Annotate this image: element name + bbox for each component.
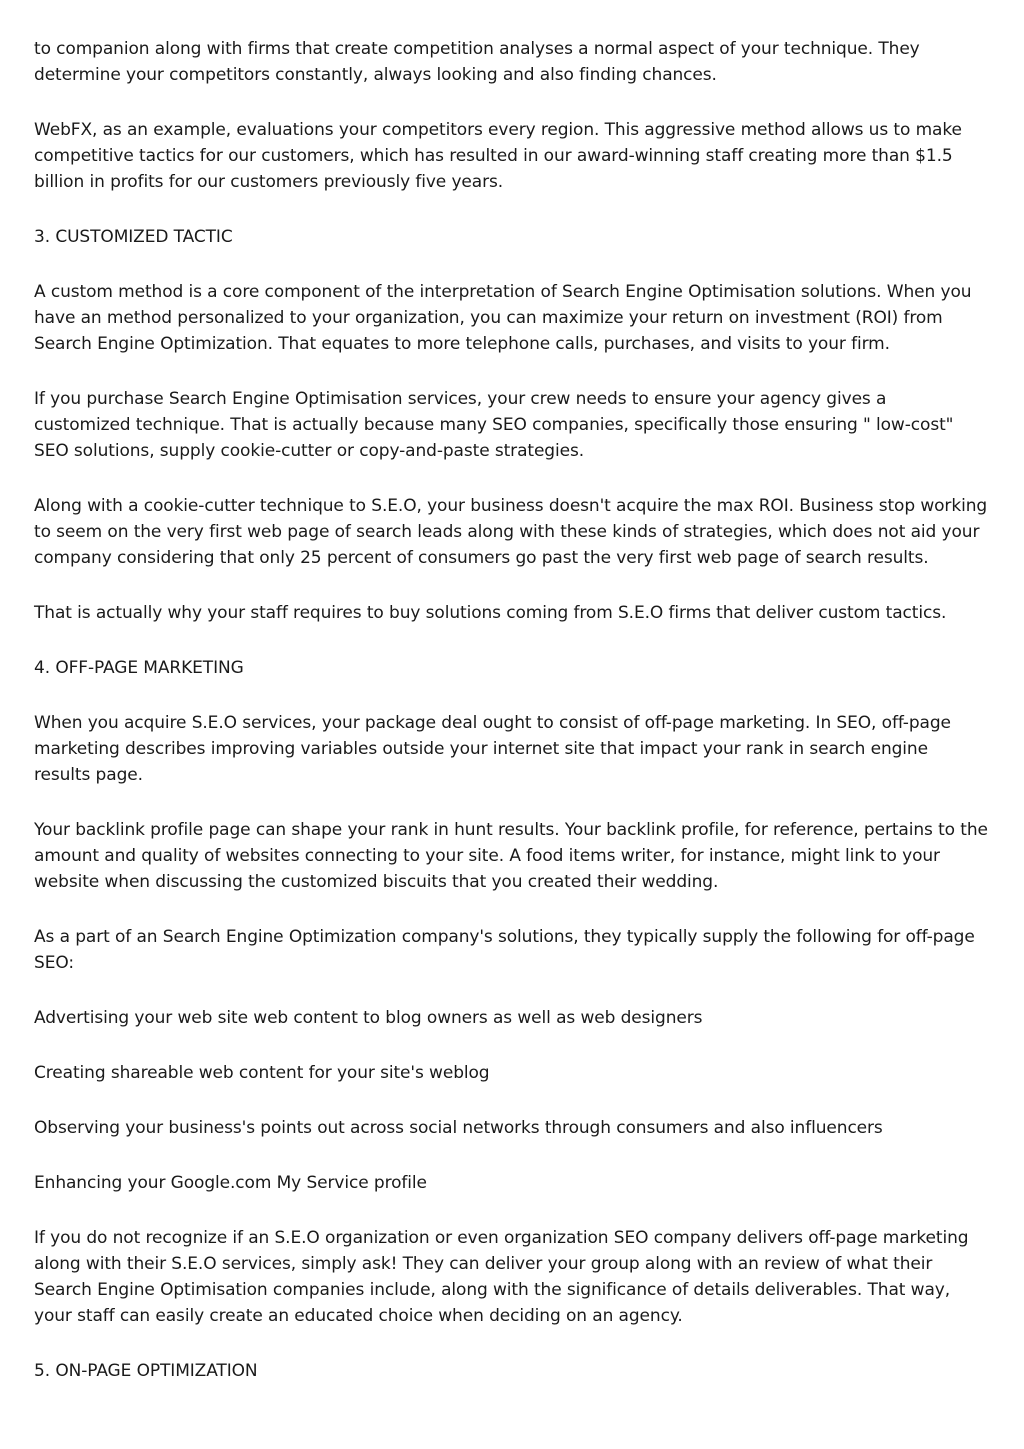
list-item-shareable-content: Creating shareable web content for your site's weblog [34, 1063, 490, 1083]
paragraph-custom-method: A custom method is a core component of the interpretation of Search Engine Optimisation solutions. When you have an method personalized to your organization, you can maximize your return on investment (ROI) from Search Engine Optimization. That equates to more telephone calls, purchases, and visits to your firm. [34, 282, 972, 354]
section-heading-on-page-optimization: 5. ON-PAGE OPTIMIZATION [34, 1361, 258, 1381]
paragraph-off-page-list-intro: As a part of an Search Engine Optimization company's solutions, they typically supply the following for off-page SEO: [34, 927, 975, 973]
paragraph-purchase-seo-services: If you purchase Search Engine Optimisation services, your crew needs to ensure your agency gives a customized technique. That is actually because many SEO companies, specifically those ensuring " low-cost" SEO solutions, supply cookie-cutter or copy-and-paste strategies. [34, 389, 954, 461]
paragraph-webfx-example: WebFX, as an example, evaluations your competitors every region. This aggressive method allows us to make competitive tactics for our customers, which has resulted in our award-winning staff creating more than $1.5 billion in profits for our customers previously five years. [34, 120, 962, 192]
paragraph-ask-agency: If you do not recognize if an S.E.O organization or even organization SEO company delivers off-page marketing along with their S.E.O services, simply ask! They can deliver your group along with an review of what their Search Engine Optimisation companies include, along with the significance of details deliverables. That way, your staff can easily create an educated choice when deciding on an agency. [34, 1228, 969, 1326]
paragraph-competitor-analysis-intro: to companion along with firms that create competition analyses a normal aspect of your technique. They determine your competitors constantly, always looking and also finding chances. [34, 39, 920, 85]
section-heading-customized-tactic: 3. CUSTOMIZED TACTIC [34, 227, 233, 247]
section-heading-off-page-marketing: 4. OFF-PAGE MARKETING [34, 658, 244, 678]
list-item-google-profile: Enhancing your Google.com My Service profile [34, 1173, 427, 1193]
list-item-social-mentions: Observing your business's points out across social networks through consumers and also influencers [34, 1118, 883, 1138]
paragraph-custom-tactics-summary: That is actually why your staff requires to buy solutions coming from S.E.O firms that deliver custom tactics. [34, 603, 947, 623]
paragraph-backlink-profile: Your backlink profile page can shape your rank in hunt results. Your backlink profile, for reference, pertains to the amount and quality of websites connecting to your site. A food items writer, for instance, might link to your website when discussing the customized biscuits that you created their wedding. [34, 820, 988, 892]
paragraph-cookie-cutter: Along with a cookie-cutter technique to S.E.O, your business doesn't acquire the max ROI. Business stop working to seem on the very first web page of search leads along with these kinds of strategies, which does not aid your company considering that only 25 percent of consumers go past the very first web page of search results. [34, 496, 988, 568]
paragraph-off-page-definition: When you acquire S.E.O services, your package deal ought to consist of off-page marketing. In SEO, off-page marketing describes improving variables outside your internet site that impact your rank in search engine results page. [34, 713, 951, 785]
list-item-advertising-content: Advertising your web site web content to blog owners as well as web designers [34, 1008, 703, 1028]
